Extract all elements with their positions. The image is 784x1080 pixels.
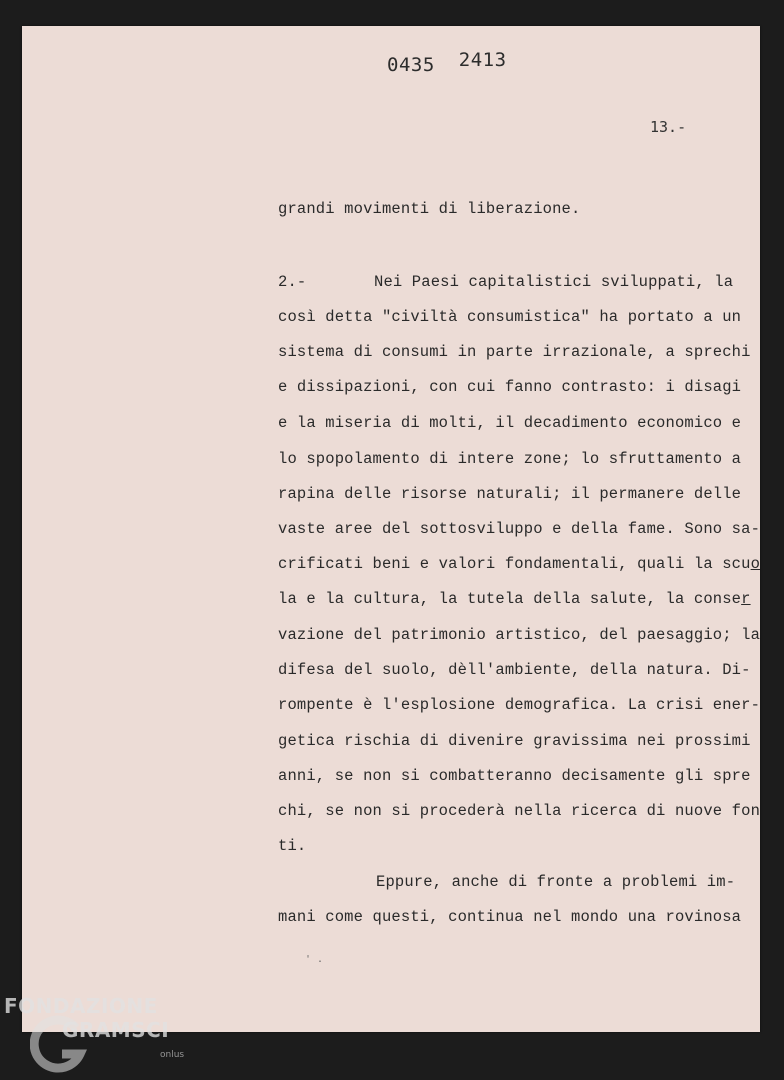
text-line: vaste aree del sottosviluppo e della fame. Sono sa- xyxy=(278,520,761,538)
archive-serial-number xyxy=(387,49,507,76)
watermark-line-3: onlus xyxy=(160,1050,185,1060)
text-line: chi, se non si procederà nella ricerca di nuove fon xyxy=(278,802,761,820)
paragraph-number: 2.- xyxy=(278,273,307,291)
text-line: Eppure, anche di fronte a problemi im- xyxy=(376,873,736,891)
page-number: 13.- xyxy=(650,118,687,136)
stray-marks: ' . xyxy=(305,954,324,965)
text-line xyxy=(278,590,751,608)
serial-part-b: 2413 xyxy=(458,49,507,71)
text-line: getica rischia di divenire gravissima nei prossimi xyxy=(278,732,751,750)
document-page xyxy=(22,26,760,1032)
text-line: così detta "civiltà consumistica" ha portato a un xyxy=(278,308,742,326)
text-line: lo spopolamento di intere zone; lo sfruttamento a xyxy=(278,450,742,468)
watermark-line-2: GRAMSCI xyxy=(62,1018,170,1042)
text-line: rompente è l'esplosione demografica. La crisi ener- xyxy=(278,696,761,714)
fondazione-gramsci-watermark xyxy=(4,994,194,1074)
text-line: Nei Paesi capitalistici sviluppati, la xyxy=(374,273,734,291)
text-line: difesa del suolo, dèll'ambiente, della natura. Di- xyxy=(278,661,751,679)
text-line xyxy=(278,555,760,573)
text-line: anni, se non si combatteranno decisamente gli spre xyxy=(278,767,751,785)
serial-part-a: 0435 xyxy=(387,54,435,76)
text-segment: la e la cultura, la tutela della salute, la conse xyxy=(278,590,742,608)
text-line: vazione del patrimonio artistico, del paesaggio; la xyxy=(278,626,761,644)
text-line: grandi movimenti di liberazione. xyxy=(278,200,581,218)
underlined-letter: r xyxy=(741,590,751,608)
text-line: e la miseria di molti, il decadimento economico e xyxy=(278,414,742,432)
text-segment: crificati beni e valori fondamentali, quali la scu xyxy=(278,555,751,573)
underlined-letter: o xyxy=(750,555,761,573)
text-line: ti. xyxy=(278,837,307,855)
text-line: e dissipazioni, con cui fanno contrasto: i disagi xyxy=(278,378,742,396)
watermark-line-1: FONDAZIONE xyxy=(4,994,158,1018)
text-line: sistema di consumi in parte irrazionale, a sprechi xyxy=(278,343,751,361)
text-line: mani come questi, continua nel mondo una rovinosa xyxy=(278,908,742,926)
text-line: rapina delle risorse naturali; il permanere delle xyxy=(278,485,742,503)
